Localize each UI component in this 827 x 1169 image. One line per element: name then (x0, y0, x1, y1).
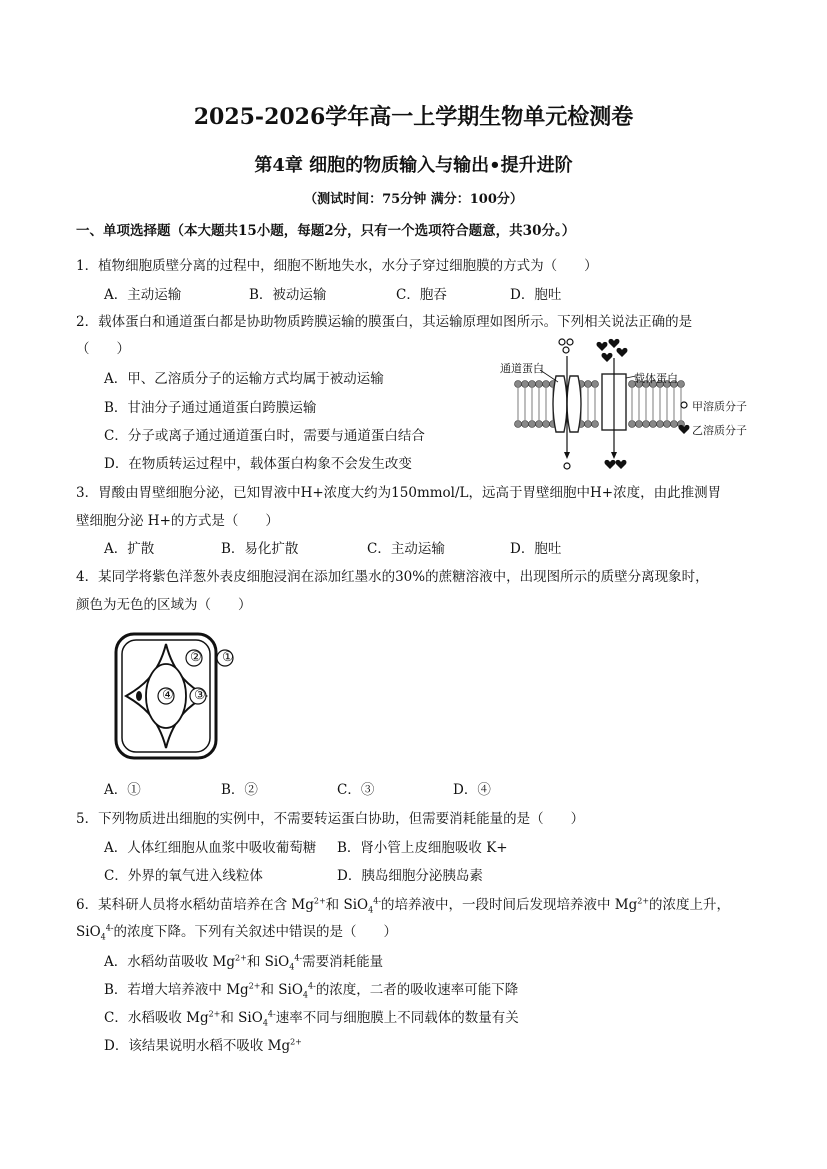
q6-sub: 4 (368, 905, 374, 915)
q1-option-a: A．主动运输 (104, 287, 182, 303)
question-6-stem-line2 (76, 920, 397, 942)
question-3-stem-line2: 壁细胞分泌 H+的方式是（ ） (76, 513, 279, 529)
q6-opt-text: 需要消耗能量 (302, 954, 384, 970)
q6-opt-text: 速率不同与细胞膜上不同载体的数量有关 (275, 1010, 519, 1026)
q4-option-b: B．② (221, 782, 258, 798)
q6-sup: 4- (267, 1009, 276, 1019)
q6-sup: 4- (308, 981, 316, 991)
question-2-stem-line2: （ ） (76, 341, 130, 357)
q6-sub: 4 (302, 990, 309, 1000)
q5-option-d: D．胰岛细胞分泌胰岛素 (337, 868, 483, 884)
q6-sup: 2+ (235, 953, 247, 963)
carrier-protein-label: 载体蛋白 (634, 372, 678, 385)
chapter-subtitle: 第4章 细胞的物质输入与输出•提升进阶 (254, 155, 573, 176)
q2-option-c: C．分子或离子通过通道蛋白时，需要与通道蛋白结合 (104, 428, 425, 444)
q3-option-c: C．主动运输 (367, 541, 445, 557)
section-heading: 一、单项选择题（本大题共15小题，每题2分，只有一个选项符合题意，共30分。） (76, 223, 576, 239)
membrane-transport-diagram (498, 336, 798, 476)
q6-opt-text: B．若增大培养液中 Mg (104, 982, 249, 998)
q6-sub: 4 (262, 1018, 268, 1028)
q6-opt-text: 和 SiO (260, 982, 303, 998)
q6-sup: 2+ (208, 1009, 221, 1019)
page-title: 2025-2026学年高一上学期生物单元检测卷 (193, 104, 634, 130)
q6-sup: 4- (294, 953, 303, 963)
q6-sup: 2+ (248, 981, 261, 991)
q1-option-b: B．被动运输 (249, 287, 327, 303)
q5-option-a: A．人体红细胞从血浆中吸收葡萄糖 (104, 840, 317, 856)
channel-arrow-head (564, 452, 570, 459)
q6-opt-text: C．水稻吸收 Mg (104, 1010, 209, 1026)
q4-option-c: C．③ (337, 782, 375, 798)
question-1-stem: 1．植物细胞质壁分离的过程中，细胞不断地失水，水分子穿过细胞膜的方式为（ ） (76, 258, 598, 274)
q4-option-d: D．④ (453, 782, 491, 798)
q6-opt-text: A．水稻幼苗吸收 Mg (104, 954, 236, 970)
q3-option-a: A．扩散 (104, 541, 155, 557)
q6-option-a (104, 950, 383, 972)
test-meta: （测试时间：75分钟 满分：100分） (304, 192, 523, 207)
legend-solute-a: 甲溶质分子 (692, 400, 747, 413)
q6-text: 6．某科研人员将水稻幼苗培养在含 Mg (76, 897, 314, 913)
carrier-arrow-head (611, 452, 617, 459)
q2-option-b: B．甘油分子通过通道蛋白跨膜运输 (104, 400, 317, 416)
q6-sub: 4 (289, 962, 295, 972)
q4-option-a: A．① (104, 782, 141, 798)
q2-option-a: A．甲、乙溶质分子的运输方式均属于被动运输 (104, 371, 384, 387)
channel-protein-label: 通道蛋白 (500, 362, 544, 375)
q6-text: 的浓度上升， (649, 897, 731, 913)
figure-label-2: ② (190, 650, 202, 665)
q3-option-d: D．胞吐 (510, 541, 562, 557)
question-4-stem-line1: 4．某同学将紫色洋葱外表皮细胞浸润在添加红墨水的30%的蔗糖溶液中，出现图所示的质壁分离现象时， (76, 569, 709, 585)
q6-option-c (104, 1006, 519, 1028)
q1-option-c: C．胞吞 (396, 287, 447, 303)
q6-opt-text: D．该结果说明水稻不吸收 Mg (104, 1038, 291, 1054)
question-4-stem-line2: 颜色为无色的区域为（ ） (76, 597, 252, 613)
question-3-stem-line1: 3．胃酸由胃壁细胞分泌，已知胃液中H+浓度大约为150mmol/L，远高于胃壁细胞中H+浓度，由此推测胃 (76, 485, 722, 501)
q6-sub: 4 (100, 932, 106, 942)
q1-option-d: D．胞吐 (510, 287, 562, 303)
legend-circle-icon (681, 402, 687, 408)
q6-sup: 4- (373, 896, 381, 906)
q6-text: SiO (76, 924, 101, 940)
q5-option-c: C．外界的氧气进入线粒体 (104, 868, 263, 884)
q6-sup: 2+ (637, 896, 650, 906)
q6-text: 的培养液中，一段时间后发现培养液中 Mg (380, 897, 638, 913)
q6-sup: 2+ (290, 1037, 302, 1047)
figure-label-4: ④ (162, 688, 174, 703)
figure-label-3: ③ (194, 688, 206, 703)
legend-solute-b: 乙溶质分子 (692, 424, 747, 437)
q6-opt-text: 和 SiO (220, 1010, 263, 1026)
q6-text: 的浓度下降。下列有关叙述中错误的是（ ） (113, 924, 398, 940)
nucleus (136, 691, 142, 701)
question-5-stem: 5．下列物质进出细胞的实例中，不需要转运蛋白协助，但需要消耗能量的是（ ） (76, 811, 585, 827)
q6-option-d (104, 1034, 302, 1054)
question-2-stem-line1: 2．载体蛋白和通道蛋白都是协助物质跨膜运输的膜蛋白，其运输原理如图所示。下列相关说法正确的是 (76, 314, 693, 330)
lipid-heads (515, 381, 685, 428)
figure-label-1: ① (222, 650, 234, 665)
q6-option-b (104, 978, 518, 1000)
q6-sup: 4- (105, 923, 114, 933)
q6-text: 和 SiO (325, 897, 369, 913)
q6-opt-text: 的浓度，二者的吸收速率可能下降 (315, 982, 519, 998)
membrane-transport-figure (498, 336, 798, 476)
q3-option-b: B．易化扩散 (221, 541, 299, 557)
q6-sup: 2+ (313, 896, 326, 906)
q5-option-b: B．肾小管上皮细胞吸收 K+ (337, 840, 508, 856)
plasmolysis-figure (108, 630, 248, 762)
lipid-tails (518, 388, 681, 420)
question-6-stem-line1 (76, 893, 730, 915)
q6-opt-text: 和 SiO (246, 954, 290, 970)
q2-option-d: D．在物质转运过程中，载体蛋白构象不会发生改变 (104, 456, 412, 472)
